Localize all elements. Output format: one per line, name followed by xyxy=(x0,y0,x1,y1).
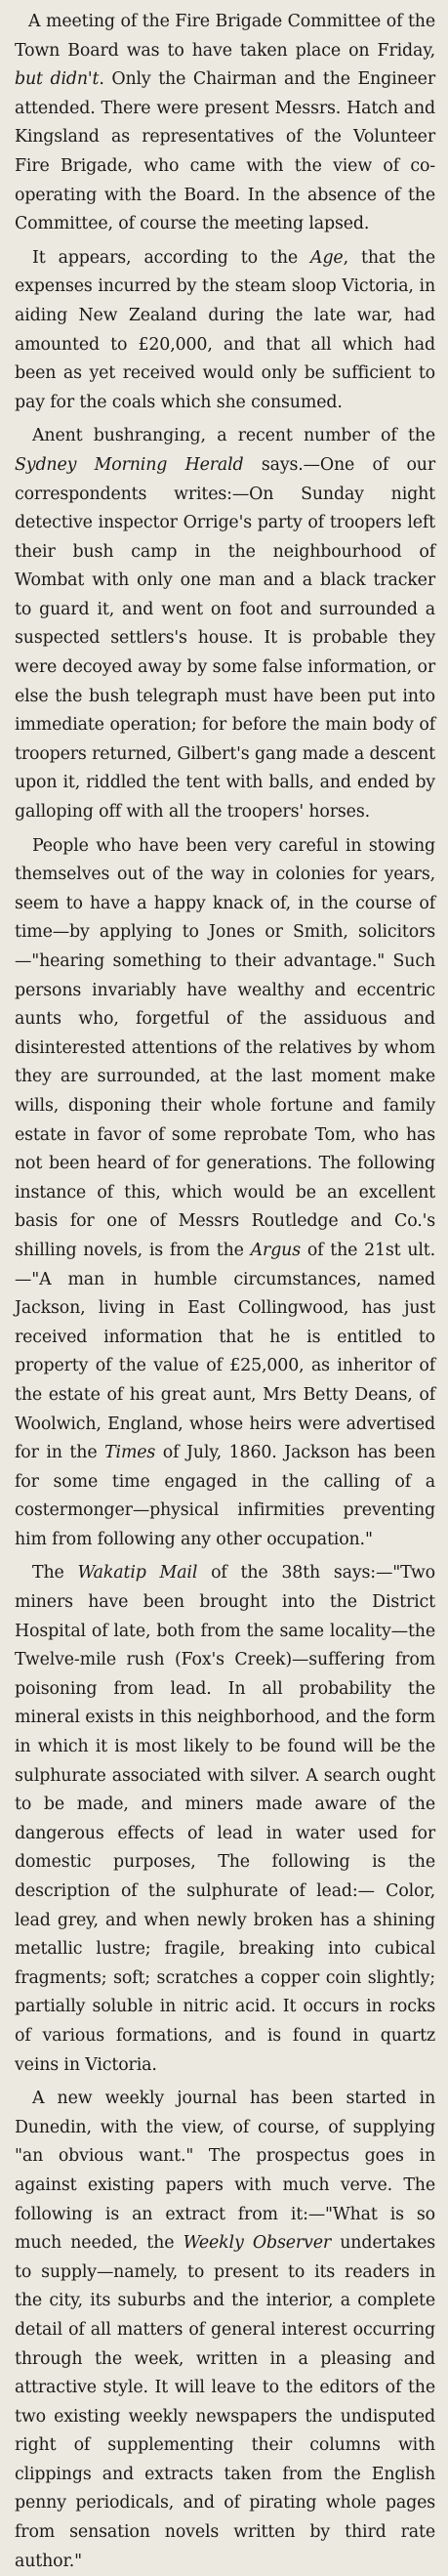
paragraph-inheritance: People who have been very careful in stowing themselves out of the way in colonies for years, seem to have a happy knack of, in the course of time—by applying to Jones or Smith, solicitors—"hearing something to their advantage." Such persons invariably have wealthy and eccentric aunts who, forgetful of the assiduous and disinterested attentions of the relatives by whom they are surrounded, at the last moment make wills, disponing their whole fortune and family estate in favor of some reprobate Tom, who has not been heard of for generations. The following instance of this, which would be an excellent basis for one of Messrs Routledge and Co.'s shilling novels, is from the Argus of the 21st ult.—"A man in humble circumstances, named Jackson, living in East Collingwood, has just received information that he is entitled to property of the value of £25,000, as inheritor of the estate of his great aunt, Mrs Betty Deans, of Woolwich, England, whose heirs were advertised for in the Times of July, 1860. Jackson has been for some time engaged in the calling of a costermonger—physical infirmities preventing him from following any other occupation." xyxy=(15,835,435,1549)
paragraph-bushranging: Anent bushranging, a recent number of the Sydney Morning Herald says.—One of our correspondents writes:—On Sunday night detective inspector Orrige's party of troopers left their bush camp in the neighbourhood of Wombat with only one man and a black tracker to guard it, and went on foot and surrounded a suspected settlers's house. It is probable they were decoyed away by some false information, or else the bush telegraph must have been put into immediate operation; for before the main body of troopers returned, Gilbert's gang made a descent upon it, riddled the tent with balls, and ended by galloping off with all the troopers' horses. xyxy=(15,426,435,823)
paragraph-victoria-sloop: It appears, according to the Age, that the expenses incurred by the steam sloop Victoria, in aiding New Zealand during the late war, had amounted to £20,000, and that all which had been as yet received would only be sufficient to pay for the coals which she consumed. xyxy=(15,247,435,412)
paragraph-fire-brigade: A meeting of the Fire Brigade Committee of the Town Board was to have taken place on Friday, but didn't. Only the Chairman and the Engineer attended. There were present Messrs. Hatch and Kingsland as representatives of the Volunteer Fire Brigade, who came with the view of co-operating with the Board. In the absence of the Committee, of course the meeting lapsed. xyxy=(15,12,435,234)
paragraph-weekly-journal: A new weekly journal has been started in Dunedin, with the view, of course, of supplying "an obvious want." The prospectus goes in against existing papers with much verve. The following is an extract from it:—"What is so much needed, the Weekly Observer undertakes to supply—namely, to present to its readers in the city, its suburbs and the interior, a complete detail of all matters of general interest occurring through the week, written in a pleasing and attractive style. It will leave to the editors of the two existing weekly newspapers the undisputed right of supplementing their columns with clippings and extracts taken from the English penny periodicals, and of pirating whole pages from sensation novels written by third rate author." xyxy=(15,2089,436,2571)
paragraph-lead-poisoning: The Wakatip Mail of the 38th says:—"Two miners have been brought into the District Hospital of late, both from the same locality—the Twelve-mile rush (Fox's Creek)—suffering from poisoning from lead. In all probability the mineral exists in this neighborhood, and the form in which it is most likely to be found will be the sulphurate associated with silver. A search ought to be made, and miners made aware of the dangerous effects of lead in water used for domestic purposes, The following is the description of the sulphurate of lead:— Color, lead grey, and when newly broken has a shining metallic lustre; fragile, breaking into cubical fragments; soft; scratches a copper coin slightly; partially soluble in nitric acid. It occurs in rocks of various formations, and is found in quartz veins in Victoria. xyxy=(15,1563,435,2075)
